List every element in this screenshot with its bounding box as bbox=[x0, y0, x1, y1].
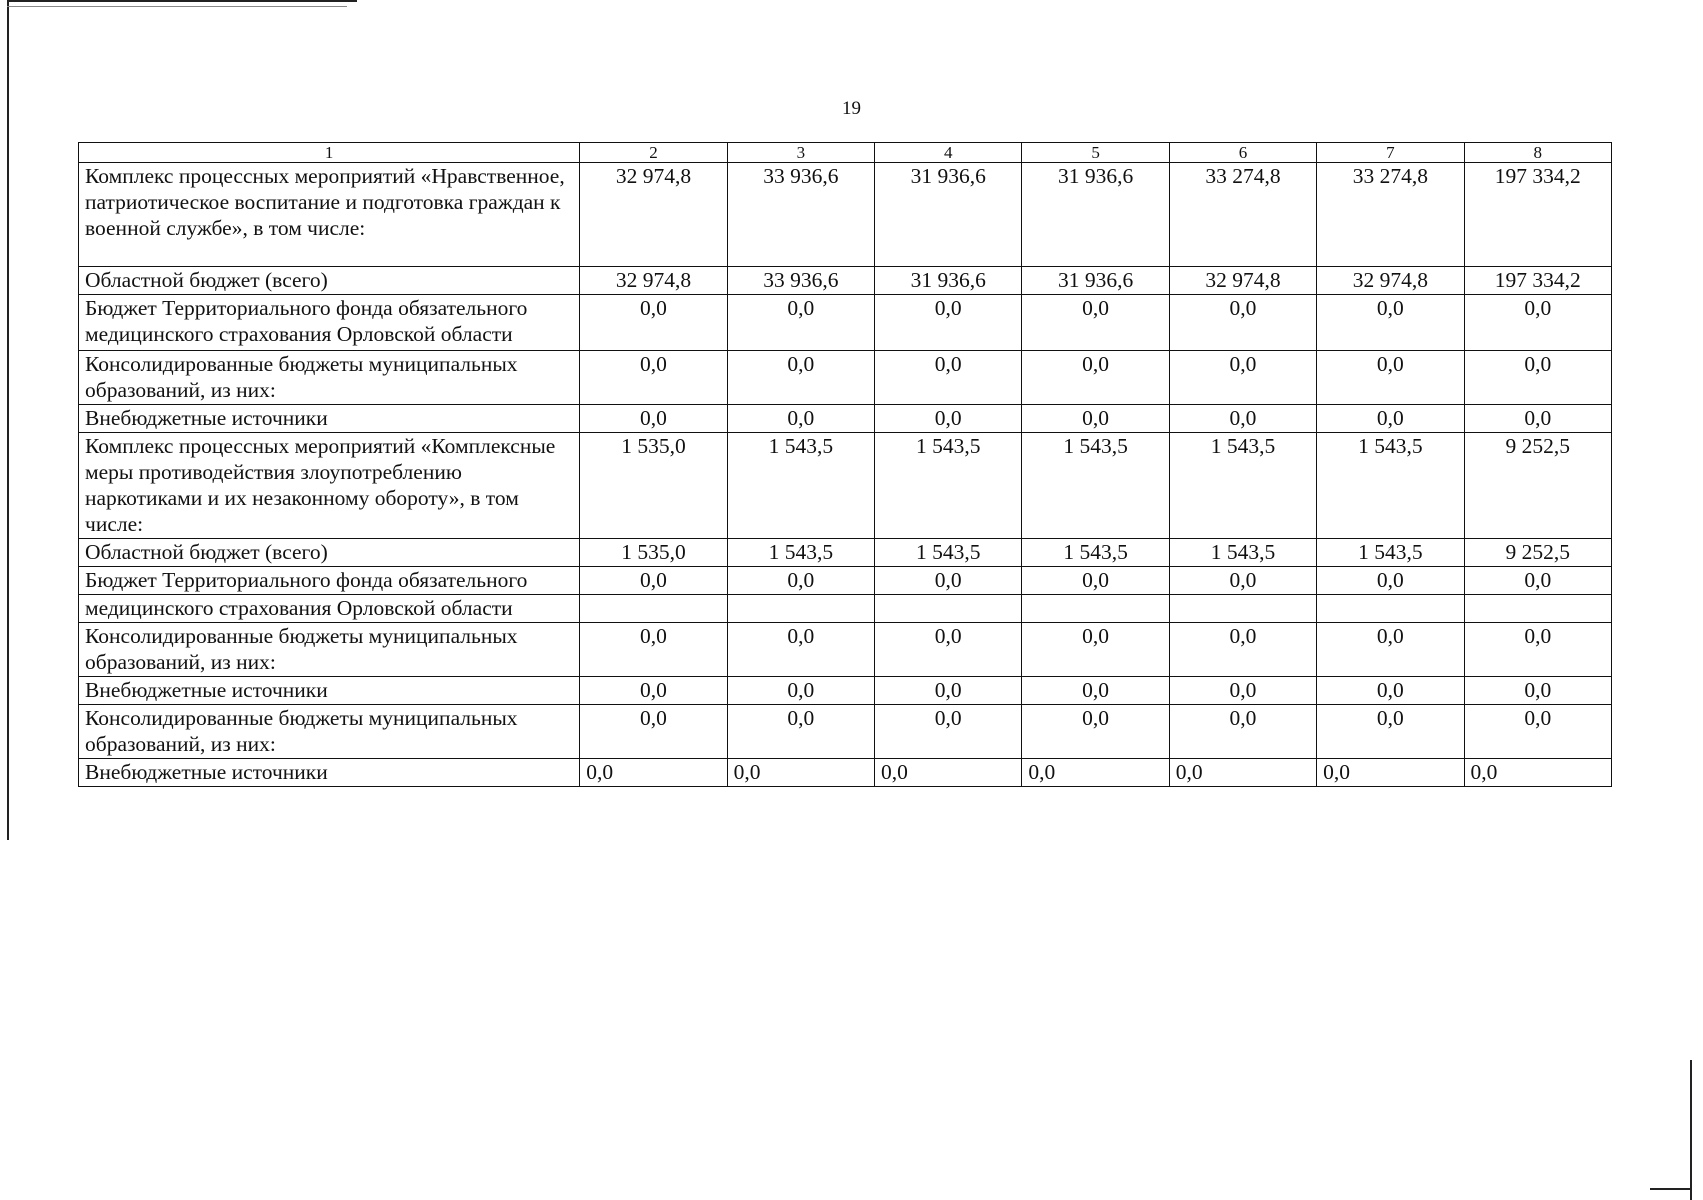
table-row bbox=[79, 405, 1612, 433]
value-cell: 1 543,5 bbox=[1169, 539, 1316, 567]
value-cell bbox=[1169, 595, 1316, 623]
row-label: Бюджет Территориального фонда обязательного bbox=[79, 567, 580, 595]
value-cell: 0,0 bbox=[1169, 405, 1316, 433]
value-cell: 0,0 bbox=[1169, 705, 1316, 759]
value-cell: 0,0 bbox=[1464, 623, 1611, 677]
value-cell bbox=[875, 595, 1022, 623]
value-cell: 0,0 bbox=[1022, 623, 1169, 677]
column-header: 1 bbox=[79, 143, 580, 163]
row-label: Областной бюджет (всего) bbox=[79, 267, 580, 295]
table-row bbox=[79, 267, 1612, 295]
value-cell: 0,0 bbox=[1464, 677, 1611, 705]
column-header: 6 bbox=[1169, 143, 1316, 163]
value-cell: 0,0 bbox=[580, 677, 727, 705]
page-number: 19 bbox=[842, 98, 861, 119]
value-cell: 32 974,8 bbox=[1317, 267, 1464, 295]
value-cell: 0,0 bbox=[1022, 567, 1169, 595]
scan-border-top-faint bbox=[7, 6, 347, 7]
value-cell: 0,0 bbox=[1317, 295, 1464, 351]
value-cell: 32 974,8 bbox=[1169, 267, 1316, 295]
value-cell: 33 274,8 bbox=[1169, 163, 1316, 267]
value-cell: 0,0 bbox=[1169, 295, 1316, 351]
scan-corner-vertical bbox=[1690, 1060, 1692, 1200]
value-cell: 0,0 bbox=[875, 351, 1022, 405]
row-label: Консолидированные бюджеты муниципальных образований, из них: bbox=[79, 623, 580, 677]
value-cell: 0,0 bbox=[727, 405, 874, 433]
value-cell: 33 274,8 bbox=[1317, 163, 1464, 267]
scan-border-top bbox=[7, 0, 357, 2]
value-cell: 0,0 bbox=[727, 295, 874, 351]
value-cell: 0,0 bbox=[1317, 759, 1464, 787]
value-cell: 1 543,5 bbox=[875, 539, 1022, 567]
value-cell: 0,0 bbox=[875, 567, 1022, 595]
row-label: Консолидированные бюджеты муниципальных образований, из них: bbox=[79, 705, 580, 759]
table-header-row bbox=[79, 143, 1612, 163]
value-cell: 0,0 bbox=[875, 705, 1022, 759]
value-cell bbox=[580, 595, 727, 623]
column-header: 8 bbox=[1464, 143, 1611, 163]
value-cell: 0,0 bbox=[1169, 677, 1316, 705]
row-label: Внебюджетные источники bbox=[79, 405, 580, 433]
value-cell: 0,0 bbox=[1317, 677, 1464, 705]
value-cell: 0,0 bbox=[580, 295, 727, 351]
value-cell: 0,0 bbox=[727, 567, 874, 595]
value-cell: 1 543,5 bbox=[1169, 433, 1316, 539]
table-row bbox=[79, 433, 1612, 539]
row-label: Внебюджетные источники bbox=[79, 677, 580, 705]
value-cell: 31 936,6 bbox=[1022, 163, 1169, 267]
value-cell: 0,0 bbox=[580, 705, 727, 759]
value-cell: 0,0 bbox=[1169, 351, 1316, 405]
value-cell: 1 535,0 bbox=[580, 539, 727, 567]
value-cell: 0,0 bbox=[1317, 405, 1464, 433]
value-cell bbox=[1022, 595, 1169, 623]
value-cell bbox=[1464, 595, 1611, 623]
value-cell: 0,0 bbox=[1022, 759, 1169, 787]
row-label: Областной бюджет (всего) bbox=[79, 539, 580, 567]
value-cell: 33 936,6 bbox=[727, 267, 874, 295]
value-cell: 31 936,6 bbox=[1022, 267, 1169, 295]
column-header: 3 bbox=[727, 143, 874, 163]
value-cell: 1 543,5 bbox=[1022, 433, 1169, 539]
value-cell: 33 936,6 bbox=[727, 163, 874, 267]
table-row bbox=[79, 759, 1612, 787]
value-cell: 9 252,5 bbox=[1464, 433, 1611, 539]
value-cell: 0,0 bbox=[875, 405, 1022, 433]
value-cell: 0,0 bbox=[1317, 351, 1464, 405]
value-cell bbox=[727, 595, 874, 623]
value-cell: 0,0 bbox=[1317, 567, 1464, 595]
value-cell: 0,0 bbox=[1022, 405, 1169, 433]
scan-corner-horizontal bbox=[1650, 1188, 1692, 1190]
value-cell: 0,0 bbox=[875, 677, 1022, 705]
budget-table bbox=[78, 142, 1612, 787]
table-row bbox=[79, 351, 1612, 405]
row-label: Бюджет Территориального фонда обязательного медицинского страхования Орловской области bbox=[79, 295, 580, 351]
value-cell: 197 334,2 bbox=[1464, 267, 1611, 295]
value-cell: 0,0 bbox=[1022, 351, 1169, 405]
row-label: Комплекс процессных мероприятий «Комплексные меры противодействия злоупотреблению наркотиками и их незаконному обороту», в том числе: bbox=[79, 433, 580, 539]
value-cell: 0,0 bbox=[727, 623, 874, 677]
row-label: медицинского страхования Орловской области bbox=[79, 595, 580, 623]
value-cell: 0,0 bbox=[1169, 567, 1316, 595]
value-cell: 0,0 bbox=[875, 759, 1022, 787]
value-cell: 1 543,5 bbox=[727, 433, 874, 539]
value-cell: 31 936,6 bbox=[875, 163, 1022, 267]
value-cell: 0,0 bbox=[875, 623, 1022, 677]
value-cell: 0,0 bbox=[875, 295, 1022, 351]
value-cell: 32 974,8 bbox=[580, 267, 727, 295]
value-cell: 0,0 bbox=[727, 677, 874, 705]
row-label: Комплекс процессных мероприятий «Нравственное, патриотическое воспитание и подготовка граждан к военной службе», в том числе: bbox=[79, 163, 580, 267]
value-cell: 0,0 bbox=[1317, 705, 1464, 759]
value-cell: 0,0 bbox=[580, 405, 727, 433]
column-header: 5 bbox=[1022, 143, 1169, 163]
value-cell: 0,0 bbox=[580, 759, 727, 787]
row-label: Консолидированные бюджеты муниципальных образований, из них: bbox=[79, 351, 580, 405]
table-row bbox=[79, 163, 1612, 267]
row-label: Внебюджетные источники bbox=[79, 759, 580, 787]
value-cell: 0,0 bbox=[580, 623, 727, 677]
value-cell: 0,0 bbox=[727, 705, 874, 759]
value-cell: 1 543,5 bbox=[1317, 539, 1464, 567]
column-header: 7 bbox=[1317, 143, 1464, 163]
column-header: 2 bbox=[580, 143, 727, 163]
value-cell: 1 543,5 bbox=[875, 433, 1022, 539]
value-cell: 1 535,0 bbox=[580, 433, 727, 539]
value-cell: 0,0 bbox=[1464, 567, 1611, 595]
value-cell: 0,0 bbox=[580, 567, 727, 595]
value-cell: 0,0 bbox=[727, 351, 874, 405]
value-cell: 0,0 bbox=[1464, 405, 1611, 433]
value-cell: 31 936,6 bbox=[875, 267, 1022, 295]
scan-border-left bbox=[7, 0, 9, 840]
table-row bbox=[79, 623, 1612, 677]
column-header: 4 bbox=[875, 143, 1022, 163]
table-row bbox=[79, 595, 1612, 623]
value-cell: 0,0 bbox=[1169, 623, 1316, 677]
value-cell: 1 543,5 bbox=[1317, 433, 1464, 539]
value-cell: 0,0 bbox=[1464, 759, 1611, 787]
table-row bbox=[79, 677, 1612, 705]
value-cell: 0,0 bbox=[1317, 623, 1464, 677]
value-cell: 1 543,5 bbox=[1022, 539, 1169, 567]
table-row bbox=[79, 567, 1612, 595]
table-row bbox=[79, 539, 1612, 567]
value-cell: 9 252,5 bbox=[1464, 539, 1611, 567]
value-cell: 0,0 bbox=[1169, 759, 1316, 787]
value-cell: 0,0 bbox=[1464, 705, 1611, 759]
value-cell: 0,0 bbox=[580, 351, 727, 405]
value-cell: 0,0 bbox=[1022, 705, 1169, 759]
value-cell: 0,0 bbox=[1464, 351, 1611, 405]
value-cell: 32 974,8 bbox=[580, 163, 727, 267]
table-row bbox=[79, 705, 1612, 759]
value-cell: 197 334,2 bbox=[1464, 163, 1611, 267]
value-cell: 0,0 bbox=[1022, 677, 1169, 705]
value-cell: 0,0 bbox=[1022, 295, 1169, 351]
value-cell bbox=[1317, 595, 1464, 623]
value-cell: 0,0 bbox=[727, 759, 874, 787]
value-cell: 1 543,5 bbox=[727, 539, 874, 567]
value-cell: 0,0 bbox=[1464, 295, 1611, 351]
table-row bbox=[79, 295, 1612, 351]
